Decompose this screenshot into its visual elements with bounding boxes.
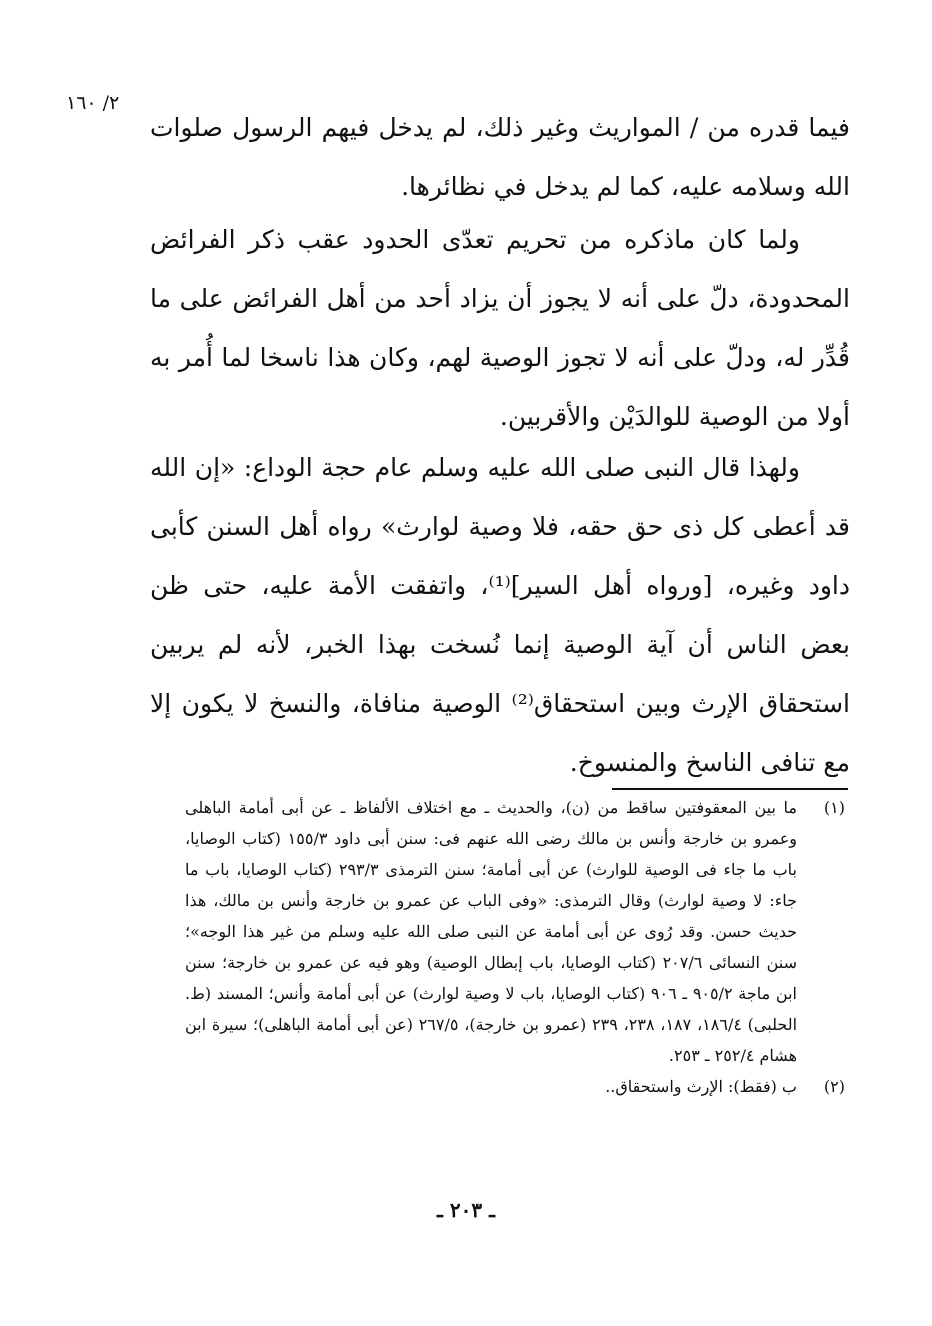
footnote-number: (٢) bbox=[823, 1077, 845, 1096]
paragraph-1: فيما قدره من / المواريث وغير ذلك، لم يدخل فيهم الرسول صلوات الله وسلامه عليه، كما لم يدخل في نظائرها. bbox=[150, 113, 850, 201]
footnote-text: ب (فقط): الإرث واستحقاق.. bbox=[605, 1077, 797, 1096]
footnote-text: ما بين المعقوفتين ساقط من (ن)، والحديث ـ مع اختلاف الألفاظ ـ عن أبى أمامة الباهلى وعمرو بن خارجة وأنس بن مالك رضى الله عنهم فى: سنن أبى داود ١٥٥/٣ (كتاب الوصايا، باب ما جاء فى الوصية للوارث) عن أبى أمامة؛ سنن الترمذى ٢٩٣/٣ (كتاب الوصايا، باب ما جاء: لا وصية لوارث) وقال الترمذى: «وفى الباب عن عمرو بن خارجة وأنس بن مالك، هذا حديث حسن. وقد رُوى عن أبى أمامة عن النبى صلى الله عليه وسلم من غير هذا الوجه»؛ سنن النسائى ٢٠٧/٦ (كتاب الوصايا، باب إبطال الوصية) وهو فيه عن عمرو بن خارجة؛ سنن ابن ماجة ٩٠٥/٢ ـ ٩٠٦ (كتاب الوصايا، باب لا وصية لوارث) عن أبى أمامة وأنس؛ المسند (ط. الحلبى) ١٨٦/٤، ١٨٧، ٢٣٨، ٢٣٩ (عمرو بن خارجة)، ٢٦٧/٥ (عن أبى أمامة الباهلى)؛ سيرة ابن هشام ٢٥٢/٤ ـ ٢٥٣. bbox=[185, 798, 798, 1065]
paragraph-2: ولما كان ماذكره من تحريم تعدّى الحدود عقب ذكر الفرائض المحدودة، دلّ على أنه لا يجوز أن يزاد أحد من أهل الفرائض على ما قُدِّر له، ودلّ على أنه لا تجوز الوصية لهم، وكان هذا ناسخا لما أُمر به أولا من الوصية للوالدَيْن والأقربين. bbox=[150, 225, 850, 431]
footnote-1 bbox=[185, 792, 845, 1071]
margin-reference: ٢/ ١٦٠ bbox=[66, 92, 120, 114]
footnote-separator bbox=[612, 788, 848, 790]
paragraph-3: ولهذا قال النبى صلى الله عليه وسلم عام حجة الوداع: «إن الله قد أعطى كل ذى حق حقه، فلا وصية لوارث» رواه أهل السنن كأبى داود وغيره، [ورواه أهل السير]⁽¹⁾، واتفقت الأمة عليه، حتى ظن بعض الناس أن آية الوصية إنما نُسخت بهذا الخبر، لأنه لم يربين استحقاق الإرث وبين استحقاق⁽²⁾ الوصية منافاة، والنسخ لا يكون إلا مع تنافى الناسخ والمنسوخ. bbox=[150, 453, 851, 777]
footnote-number: (١) bbox=[823, 798, 845, 817]
footnote-2 bbox=[185, 1071, 845, 1102]
page-number: ـ ٢٠٣ ـ bbox=[437, 1198, 495, 1222]
footnotes bbox=[185, 792, 845, 1102]
